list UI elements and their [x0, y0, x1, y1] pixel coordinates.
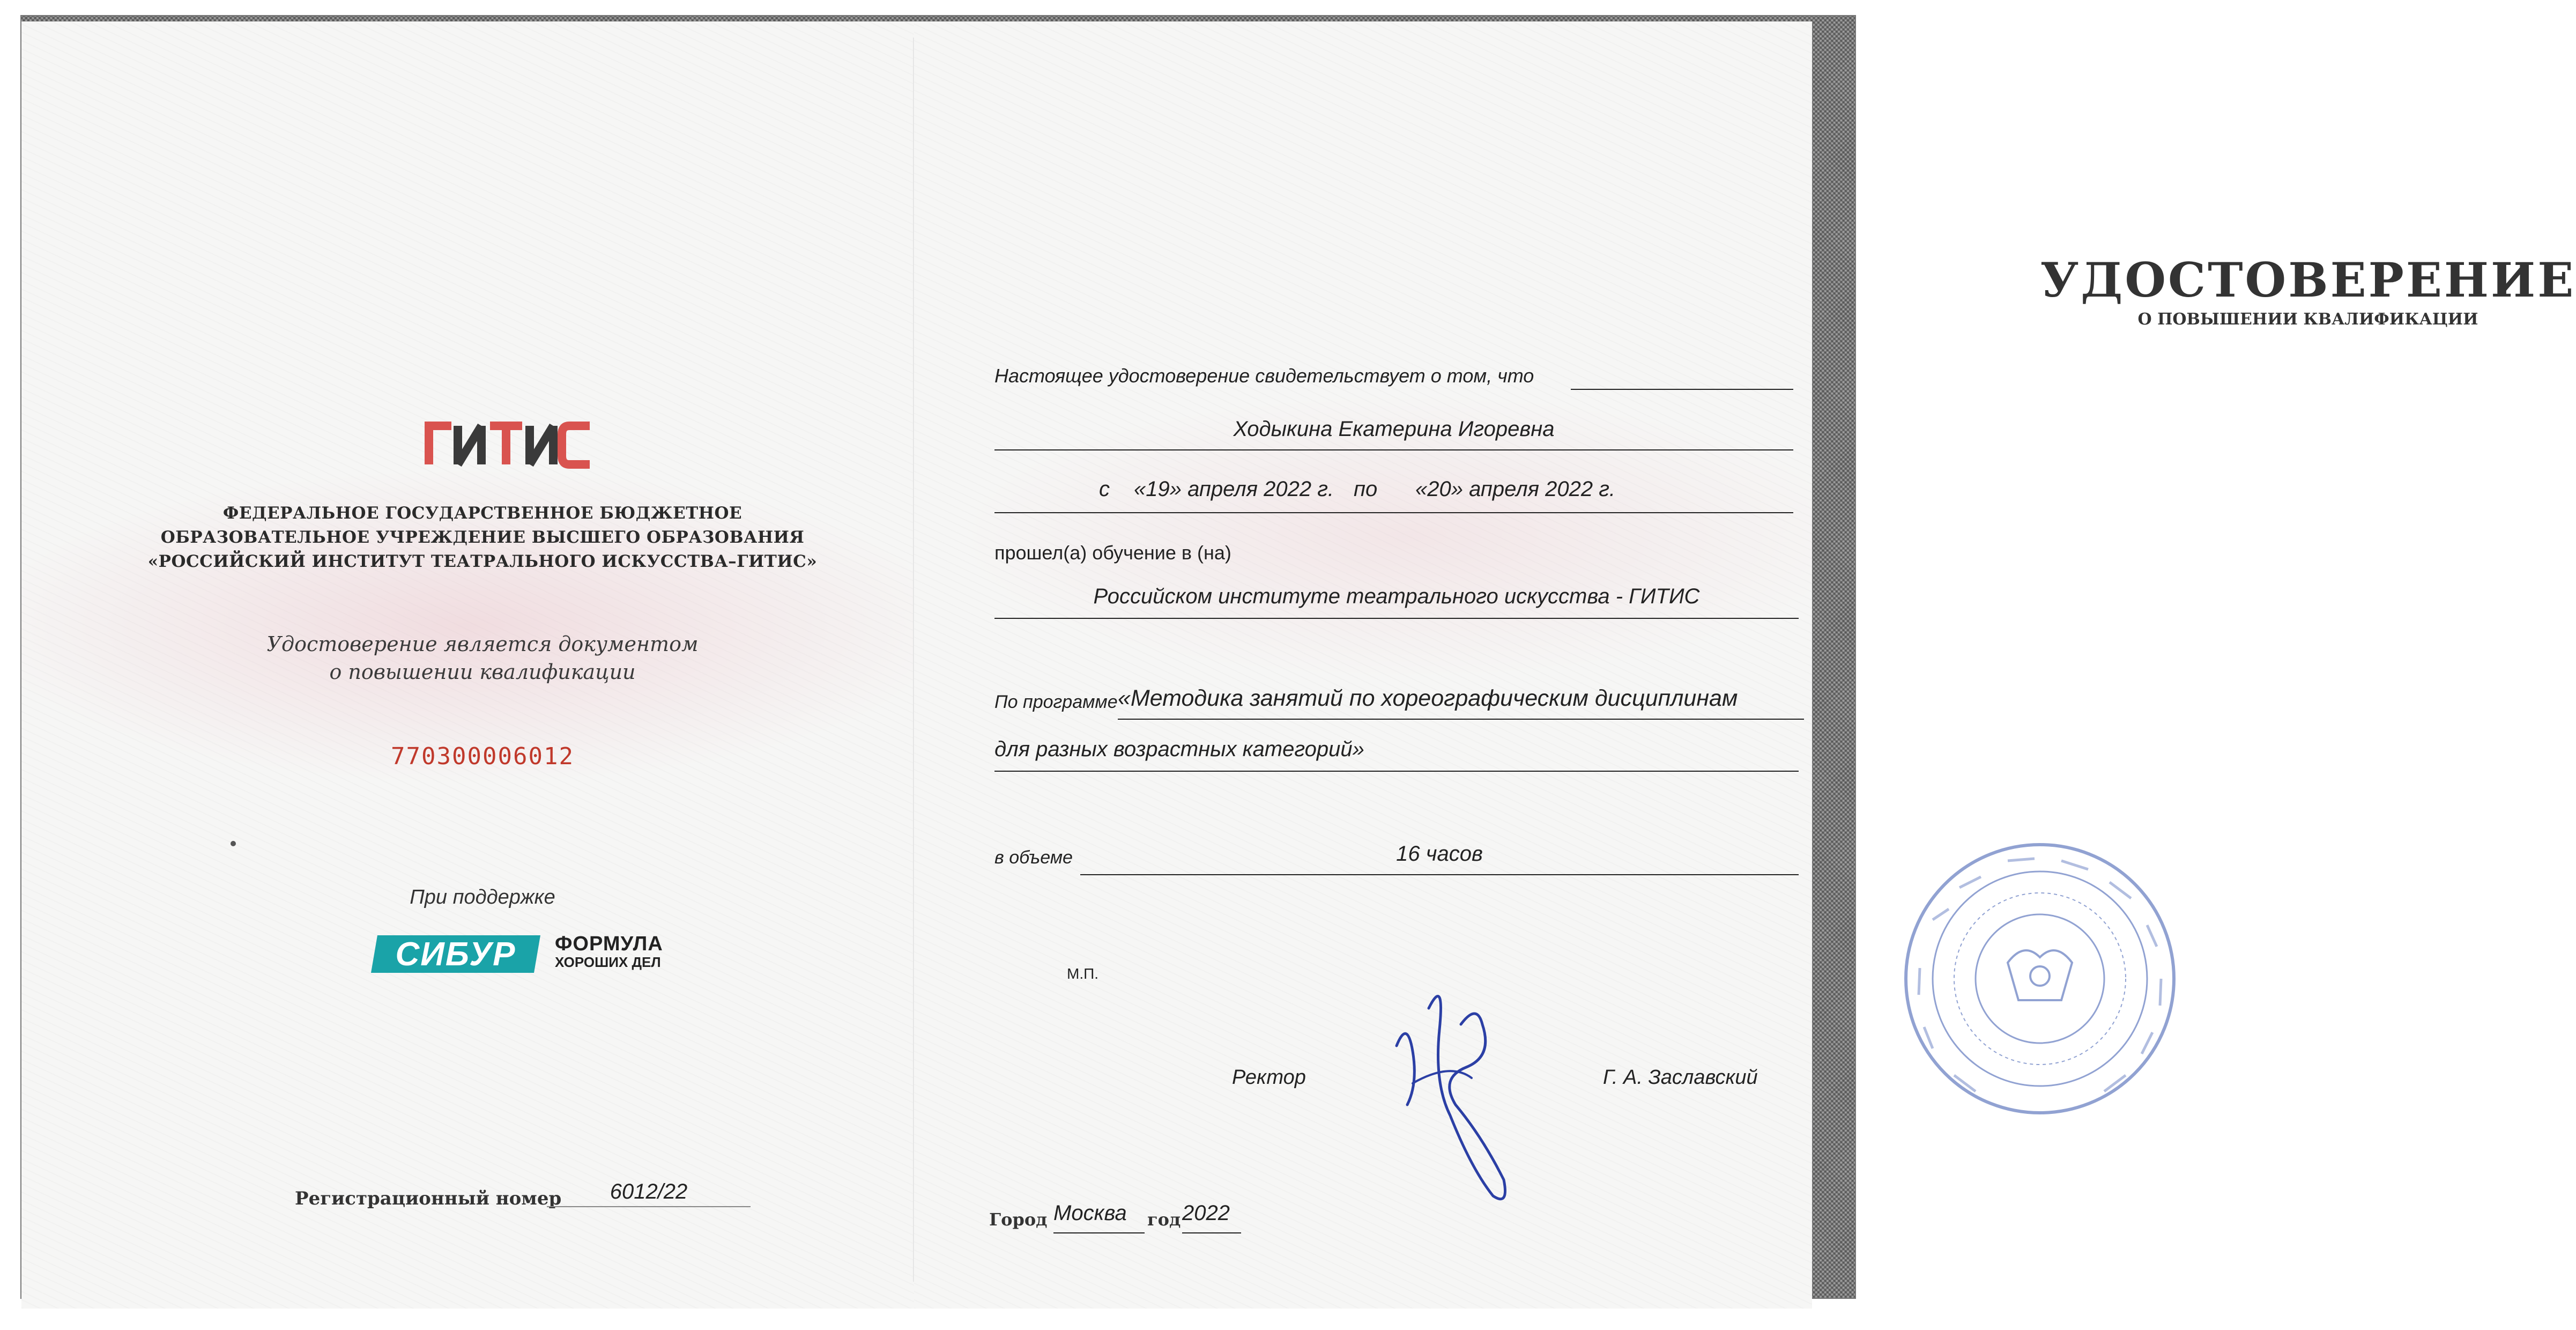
- sibur-logo-text: СИБУР: [395, 936, 516, 973]
- left-page: [21, 21, 914, 1309]
- studied-at-label: прошел(а) обучение в (на): [994, 542, 1231, 564]
- volume-label: в объеме: [994, 847, 1073, 868]
- organization-name: [129, 501, 836, 574]
- certifies-text: Настоящее удостоверение свидетельствует о том, что: [994, 365, 1534, 387]
- ink-dot: [231, 841, 236, 846]
- full-name: Ходыкина Екатерина Игоревна: [994, 417, 1793, 450]
- program-line-1: «Методика занятий по хореографическим дисциплинам: [1118, 685, 1804, 720]
- organization-line: ОБРАЗОВАТЕЛЬНОЕ УЧРЕЖДЕНИЕ ВЫСШЕГО ОБРАЗОВАНИЯ: [160, 528, 805, 547]
- right-page: [914, 21, 2576, 1309]
- institution-name: Российском институте театрального искусства - ГИТИС: [994, 585, 1799, 619]
- gitis-logo-icon: [424, 418, 595, 467]
- year-value: 2022: [1182, 1201, 1241, 1233]
- program-label: По программе: [994, 692, 1118, 712]
- support-label: При поддержке: [410, 886, 555, 908]
- sibur-logo-icon: [370, 933, 541, 975]
- year-label: год: [1147, 1209, 1181, 1230]
- certificate-title: УДОСТОВЕРЕНИЕ: [2040, 252, 2576, 308]
- document-note-line: о повышении квалификации: [329, 660, 636, 684]
- volume-value: 16 часов: [1080, 842, 1799, 875]
- registration-number: 6012/22: [547, 1180, 751, 1207]
- certifies-underline: [1571, 389, 1793, 390]
- sponsor-slogan-line-1: ФОРМУЛА: [555, 933, 663, 955]
- date-to: «20» апреля 2022 г.: [1415, 477, 1616, 501]
- organization-line: ФЕДЕРАЛЬНОЕ ГОСУДАРСТВЕННОЕ БЮДЖЕТНОЕ: [222, 504, 743, 523]
- date-range-line: [994, 480, 1793, 513]
- signature-icon: [1375, 944, 1547, 1207]
- sponsor-slogan-line-2: ХОРОШИХ ДЕЛ: [555, 954, 661, 970]
- serial-number: 770300006012: [391, 743, 574, 770]
- document-note: [182, 630, 783, 686]
- certificate-subtitle: О ПОВЫШЕНИИ КВАЛИФИКАЦИИ: [2137, 310, 2478, 329]
- document-note-line: Удостоверение является документом: [266, 632, 699, 656]
- sponsor-slogan: [555, 933, 663, 970]
- official-stamp-icon: [1901, 839, 2179, 1118]
- city-label: Город: [989, 1209, 1048, 1230]
- organization-line: «РОССИЙСКИЙ ИНСТИТУТ ТЕАТРАЛЬНОГО ИСКУССТВА–ГИТИС»: [147, 552, 818, 571]
- program-line-2: для разных возрастных категорий»: [994, 737, 1799, 772]
- gitis-logo-text: ГИТИС: [424, 418, 426, 419]
- stamp-label: М.П.: [1067, 965, 1099, 982]
- registration-label: Регистрационный номер: [295, 1188, 562, 1209]
- date-from: «19» апреля 2022 г.: [1134, 477, 1334, 501]
- rector-name: Г. А. Заславский: [1603, 1066, 1758, 1089]
- city-value: Москва: [1053, 1201, 1145, 1233]
- date-from-prefix: с: [1099, 477, 1110, 501]
- date-to-prefix: по: [1354, 477, 1378, 501]
- rector-label: Ректор: [1232, 1066, 1306, 1089]
